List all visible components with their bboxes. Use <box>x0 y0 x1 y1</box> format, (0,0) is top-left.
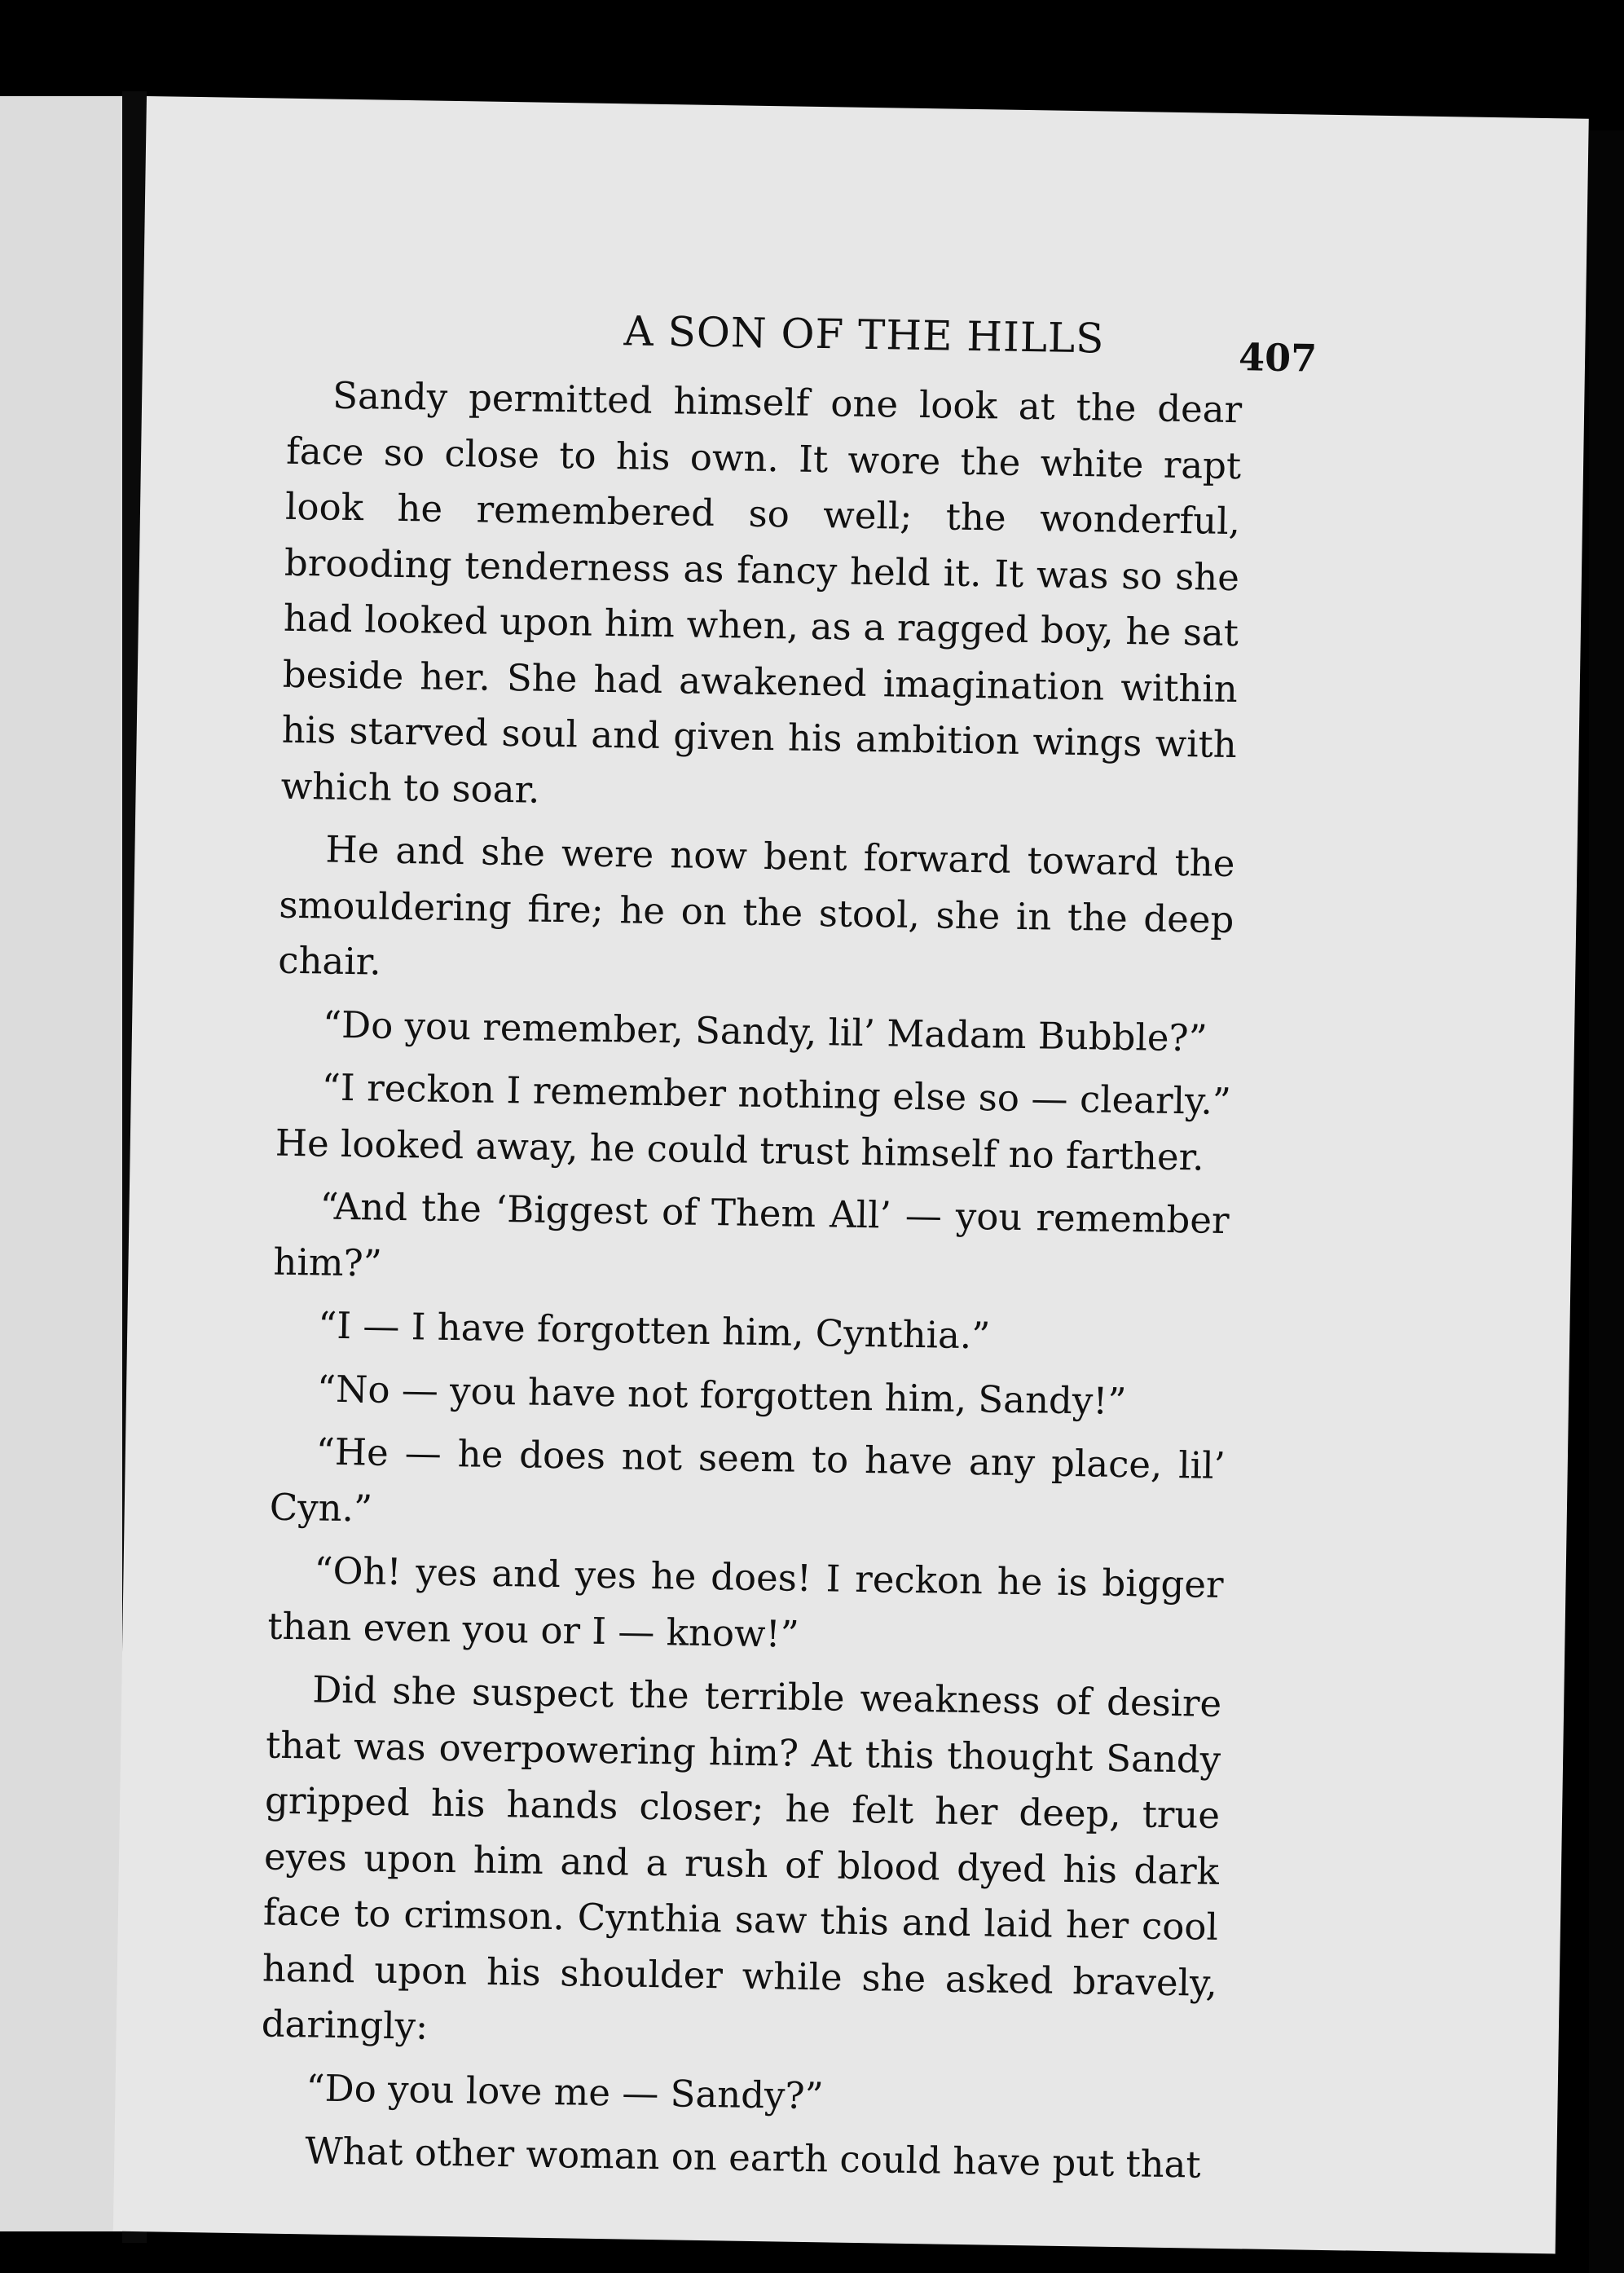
paragraph: “Do you love me — Sandy?” <box>306 2065 825 2117</box>
paragraph: “Do you remember, Sandy, lil’ Madam Bubble?” <box>322 1002 1208 1060</box>
paragraph: He and she were now bent forward toward the smouldering fire; he on the stool, she in the deep chair. <box>277 827 1235 984</box>
paragraph: “I — I have forgotten him, Cynthia.” <box>317 1303 991 1358</box>
paragraph: “Oh! yes and yes he does! I reckon he is bigger than even you or I — know!” <box>267 1548 1224 1656</box>
page-number: 407 <box>1238 335 1318 381</box>
paragraph: Did she suspect the terrible weakness of desire that was overpowering him? At this thought Sandy gripped his hands closer; he felt her deep, true eyes upon him and a rush of blood dyed his dark face to crimson. Cynthia saw this and laid her cool hand upon his shoulder while she asked bravely, daringly: <box>261 1667 1222 2048</box>
paragraph: “He — he does not seem to have any place, lil’ Cyn.” <box>269 1429 1226 1531</box>
scan-border <box>1589 130 1624 2273</box>
paragraph: “No — you have not forgotten him, Sandy!” <box>316 1366 1127 1423</box>
paragraph: “And the ‘Biggest of Them All’ — you remember him?” <box>273 1184 1230 1285</box>
facing-page-edge <box>0 96 122 2231</box>
running-head: A SON OF THE HILLS <box>623 307 1105 363</box>
paragraph: What other woman on earth could have put that <box>305 2129 1201 2187</box>
paragraph: Sandy permitted himself one look at the dear face so close to his own. It wore the white rapt look he remembered so well; the wonderful, brooding tenderness as fancy held it. It was so she had looked upon him when, as a ragged boy, he sat beside her. She had awakened imagination within his starved soul and given his ambition wings with which to soar. <box>280 373 1243 812</box>
paragraph: “I reckon I remember nothing else so — clearly.” He looked away, he could trust himself no farther. <box>275 1065 1232 1179</box>
book-page <box>113 96 1589 2253</box>
body-text <box>259 368 1243 2194</box>
